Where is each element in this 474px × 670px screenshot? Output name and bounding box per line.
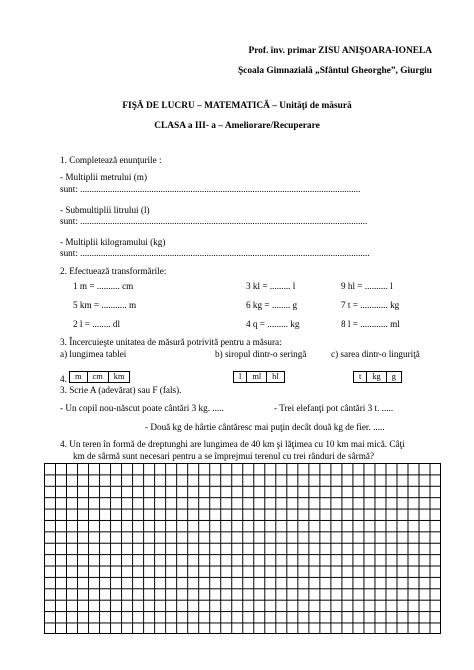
- conversion-item[interactable]: 3 kl = ......... l: [246, 281, 296, 291]
- answer-grid[interactable]: [44, 463, 441, 634]
- exercise-1c-label: - Multiplii kilogramului (kg): [60, 237, 166, 247]
- exercise-4-line-1: 4. Un teren în formă de dreptunghi are lungimea de 40 km şi lăţimea cu 10 km mai mică. Câţi: [60, 439, 405, 449]
- unit-option[interactable]: ml: [247, 372, 267, 382]
- statement-1[interactable]: - Un copil nou-născut poate cântări 3 kg. .....: [60, 403, 224, 413]
- author-line: Prof. înv. primar ZISU ANIŞOARA-IONELA: [248, 46, 432, 56]
- option-b-text: b) siropul dintr-o seringă: [215, 349, 307, 359]
- unit-option[interactable]: t: [354, 372, 367, 382]
- unit-choices-a[interactable]: [69, 371, 130, 383]
- unit-option[interactable]: km: [113, 372, 125, 381]
- conversion-item[interactable]: 5 km = ........... m: [73, 300, 137, 310]
- unit-option[interactable]: g: [391, 372, 396, 381]
- option-c-text: c) sarea dintr-o linguriţă: [331, 349, 420, 359]
- school-line: Şcoala Gimnazială „Sfântul Gheorghe”, Giurgiu: [237, 66, 432, 76]
- exercise-1b-answer-line[interactable]: sunt: .............................................................................................................................: [60, 216, 368, 226]
- exercise-3-prompt: 3. Încercuieşte unitatea de măsură potrivită pentru a măsura:: [60, 337, 282, 347]
- worksheet-subtitle: CLASA a III- a – Ameliorare/Recuperare: [154, 121, 320, 131]
- exercise-1b-label: - Submultiplii litrului (l): [60, 205, 150, 215]
- unit-choices-c[interactable]: [353, 371, 402, 383]
- unit-option[interactable]: kg: [367, 372, 386, 382]
- unit-option[interactable]: cm: [88, 372, 109, 382]
- exercise-1-prompt: 1. Completează enunţurile :: [60, 155, 162, 165]
- exercise-4-number-stray: 4.: [60, 374, 67, 384]
- conversion-item[interactable]: 8 l = ............ ml: [341, 319, 400, 329]
- conversion-item[interactable]: 6 kg = ........ g: [246, 300, 298, 310]
- unit-option[interactable]: l: [234, 372, 247, 382]
- conversion-item[interactable]: 4 q = ......... kg: [246, 319, 300, 329]
- statement-3[interactable]: - Două kg de hârtie cântăresc mai puţin decât două kg de fier. .....: [145, 422, 385, 432]
- unit-option[interactable]: m: [70, 372, 88, 382]
- conversion-item[interactable]: 9 hl = .......... l: [341, 281, 393, 291]
- exercise-2-prompt: 2. Efectuează transformările:: [60, 266, 167, 276]
- statement-2[interactable]: - Trei elefanţi pot cântări 3 t. .....: [274, 403, 394, 413]
- unit-option[interactable]: hl: [272, 372, 279, 381]
- unit-choices-b[interactable]: [233, 371, 285, 383]
- exercise-1c-answer-line[interactable]: sunt: ..............................................................................................................................: [60, 248, 370, 258]
- exercise-3b-prompt: 3. Scrie A (adevărat) sau F (fals).: [60, 385, 182, 395]
- conversion-item[interactable]: 1 m = .......... cm: [73, 281, 134, 291]
- conversion-item[interactable]: 2 l = ........ dl: [73, 319, 121, 329]
- exercise-1a-answer-line[interactable]: sunt: ..........................................................................................................................: [60, 184, 361, 194]
- worksheet-title: FIŞĂ DE LUCRU – MATEMATICĂ – Unităţi de măsură: [122, 101, 352, 111]
- option-a-text: a) lungimea tablei: [60, 349, 127, 359]
- exercise-1a-label: - Multiplii metrului (m): [60, 172, 148, 182]
- conversion-item[interactable]: 7 t = ............ kg: [341, 300, 400, 310]
- exercise-4-line-2: km de sârmă sunt necesari pentru a se împrejmui terenul cu trei rânduri de sârmă?: [73, 451, 375, 461]
